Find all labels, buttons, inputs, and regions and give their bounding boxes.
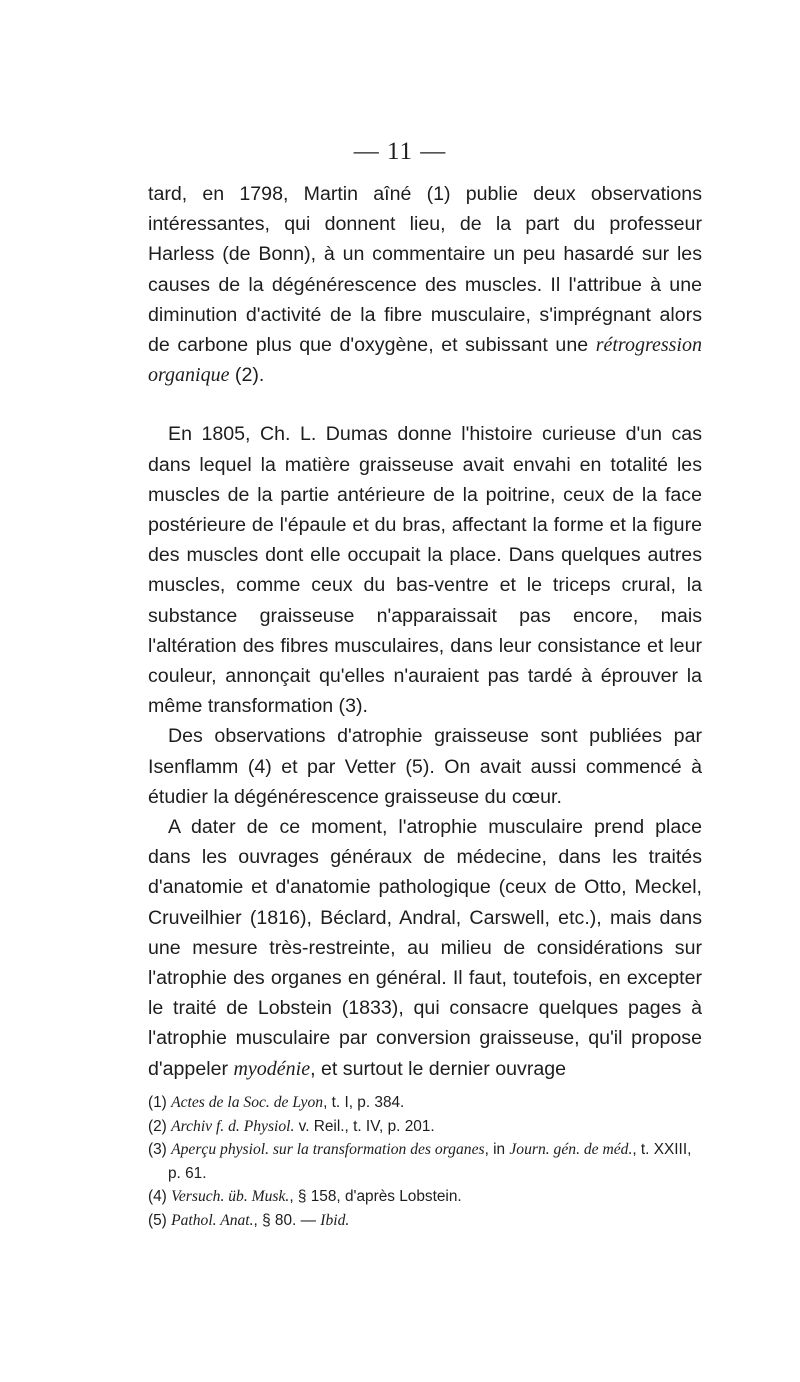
page-number: — 11 — <box>353 138 447 165</box>
footnote-1-text: , t. I, p. 384. <box>323 1094 405 1111</box>
footnotes <box>148 1091 702 1233</box>
paragraph-1-text-b: (2). <box>229 364 265 387</box>
footnote-3-number: (3) <box>148 1141 172 1159</box>
footnote-5 <box>148 1209 702 1233</box>
paragraph-4-text-b: , et surtout le dernier ouvrage <box>310 1057 567 1080</box>
paragraph-4-italic: myodénie <box>233 1057 311 1080</box>
footnote-3-text-a: , in <box>484 1141 510 1159</box>
footnote-5-text-a: , § 80. — <box>253 1211 321 1229</box>
footnote-4-title: Versuch. üb. Musk. <box>171 1188 290 1206</box>
main-text <box>148 179 702 1084</box>
footnote-1-title: Actes de la Soc. de Lyon <box>171 1094 324 1111</box>
footnote-5-title: Pathol. Anat. <box>171 1211 254 1229</box>
paragraph-3-text: Des observations d'atrophie graisseuse sont publiées par Isenflamm (4) et par Vetter (5). On avait aussi commencé à étudier la dégénérescence graisseuse du cœur. <box>148 725 702 808</box>
footnote-1-number: (1) <box>148 1094 172 1111</box>
paragraph-1-text-a: tard, en 1798, Martin aîné (1) publie deux observations intéressantes, qui donnent lieu, de la part du professeur Harless (de Bonn), à un commentaire un peu hasardé sur les causes de la dégénérescence des muscles. Il l'attribue à une diminution d'activité de la fibre musculaire, s'imprégnant alors de carbone plus que d'oxygène, et subissant une <box>148 183 702 357</box>
paragraph-4-text-a: A dater de ce moment, l'atrophie musculaire prend place dans les ouvrages généraux de médecine, dans les traités d'anatomie et d'anatomie pathologique (ceux de Otto, Meckel, Cruveilhier (1816), Béclard, Andral, Carswell, etc.), mais dans une mesure très-restreinte, au milieu de considérations sur l'atrophie des organes en général. Il faut, toutefois, en excepter le traité de Lobstein (1833), qui consacre quelques pages à l'atrophie musculaire par conversion graisseuse, qu'il propose d'appeler <box>148 816 702 1080</box>
footnote-4-number: (4) <box>148 1188 172 1206</box>
paragraph-2-text: En 1805, Ch. L. Dumas donne l'histoire curieuse d'un cas dans lequel la matière graisseuse avait envahi en totalité les muscles de la partie antérieure de la poitrine, ceux de la face postérieure de l'épaule et du bras, affectant la forme et la figure des muscles dont elle occupait la place. Dans quelques autres muscles, comme ceux du bas-ventre et le triceps crural, la substance graisseuse n'apparaissait pas encore, mais l'altération des fibres musculaires, dans leur consistance et leur couleur, annonçait qu'elles n'auraient pas tardé à éprouver la même transformation (3). <box>148 423 702 718</box>
footnote-3-journal: Journ. gén. de méd. <box>509 1141 633 1159</box>
paragraph-1 <box>148 179 702 390</box>
footnote-2-number: (2) <box>148 1117 172 1135</box>
footnote-5-number: (5) <box>148 1211 172 1229</box>
paragraph-1-italic: rétrogression organique <box>148 334 702 387</box>
footnote-1 <box>148 1091 702 1115</box>
footnote-5-ibid: Ibid. <box>320 1211 350 1229</box>
footnote-2 <box>148 1115 702 1139</box>
footnote-4 <box>148 1185 702 1209</box>
paragraph-3 <box>148 721 702 812</box>
footnote-3 <box>148 1138 702 1185</box>
footnote-3-title: Aperçu physiol. sur la transformation des organes <box>171 1141 485 1159</box>
footnote-2-title: Archiv f. d. Physiol. <box>171 1117 295 1135</box>
footnote-4-text: , § 158, d'après Lobstein. <box>289 1188 462 1206</box>
footnote-3-text-b: , t. XXIII, p. 61. <box>168 1141 692 1182</box>
footnote-2-text: v. Reil., t. IV, p. 201. <box>294 1117 435 1135</box>
paragraph-2 <box>148 419 702 721</box>
paragraph-4 <box>148 812 702 1084</box>
